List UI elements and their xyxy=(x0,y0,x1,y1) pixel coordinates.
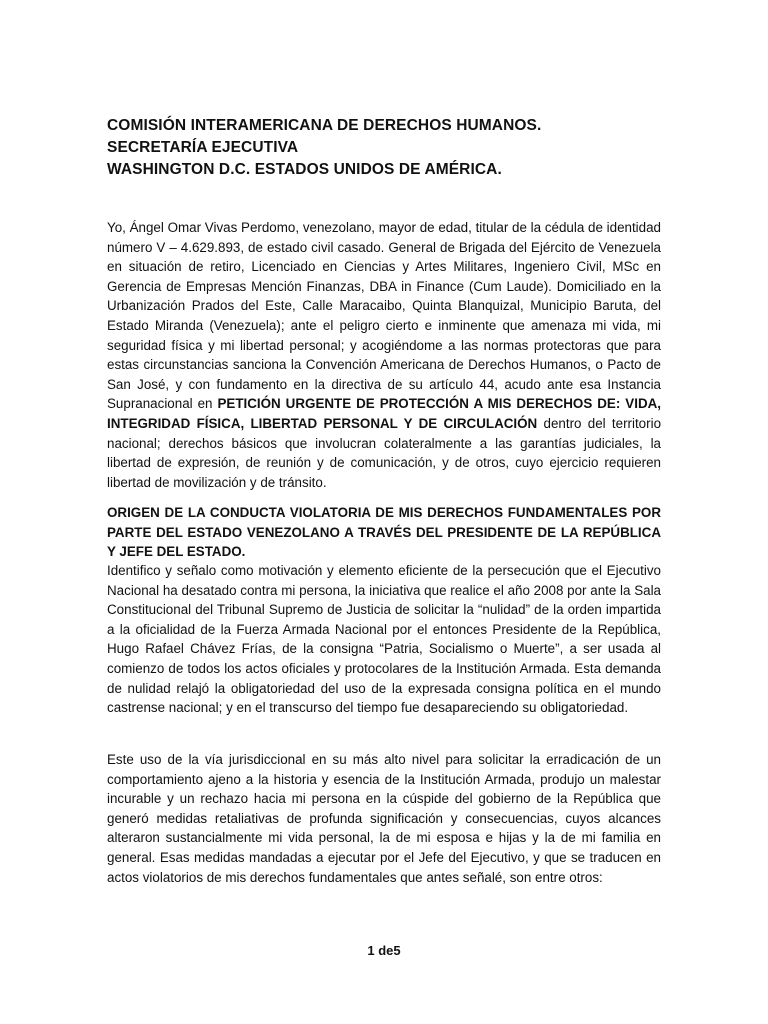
section-title-origin: ORIGEN DE LA CONDUCTA VIOLATORIA DE MIS DERECHOS FUNDAMENTALES POR PARTE DEL ESTADO VENEZOLANO A TRAVÉS DEL PRESIDENTE DE LA REPÚBLICA Y JEFE DEL ESTADO. xyxy=(107,505,661,560)
heading-line-address: WASHINGTON D.C. ESTADOS UNIDOS DE AMÉRICA. xyxy=(107,161,502,178)
page-number: 1 de5 xyxy=(367,943,401,958)
paragraph-intro-text-b: dentro del territorio nacional; derechos básicos que involucran colateralmente a las garantías judiciales, la libertad de expresión, de reunión y de comunicación, y de otros, cuyo ejercicio requieren libertad de movilización y de tránsito. xyxy=(107,415,662,490)
heading-line-secretariat: SECRETARÍA EJECUTIVA xyxy=(107,139,299,156)
paragraph-intro-text-a: Yo, Ángel Omar Vivas Perdomo, venezolano, mayor de edad, titular de la cédula de identidad número V – 4.629.893, de estado civil casado. General de Brigada del Ejército de Venezuela en situación de retiro, Licenciado en Ciencias y Artes Militares, Ingeniero Civil, MSc en Gerencia de Empresas Mención Finanzas, DBA in Finance (Cum Laude). Domiciliado en la Urbanización Prados del Este, Calle Maracaibo, Quinta Blanquizal, Municipio Baruta, del Estado Miranda (Venezuela); ante el peligro cierto e inminente que amenaza mi vida, mi seguridad física y mi libertad personal; y acogiéndome a las normas protectoras que para estas circunstancias sanciona la Convención Americana de Derechos Humanos, o Pacto de San José, y con fundamento en la directiva de su artículo 44, acudo ante esa Instancia Supranacional en xyxy=(107,220,661,412)
paragraph-introduction xyxy=(107,218,661,492)
paragraph-consequences: Este uso de la vía jurisdiccional en su más alto nivel para solicitar la erradicación de un comportamiento ajeno a la historia y esencia de la Institución Armada, produjo un malestar incurable y un rechazo hacia mi persona en la cúspide del gobierno de la República que generó medidas retaliativas de profunda significación y consecuencias, cuyos alcances alteraron sustancialmente mi vida personal, la de mi esposa e hijas y la de mi familia en general. Esas medidas mandadas a ejecutar por el Jefe del Ejecutivo, y que se traducen en actos violatorios de mis derechos fundamentales que antes señalé, son entre otros: xyxy=(107,752,661,885)
heading-line-commission: COMISIÓN INTERAMERICANA DE DERECHOS HUMANOS. xyxy=(107,117,542,134)
paragraph-intro-petition-bold: PETICIÓN URGENTE DE PROTECCIÓN A MIS DERECHOS DE: VIDA, INTEGRIDAD FÍSICA, LIBERTAD PERSONAL Y DE CIRCULACIÓN xyxy=(107,396,662,431)
paragraph-motivation: Identifico y señalo como motivación y elemento eficiente de la persecución que el Ejecutivo Nacional ha desatado contra mi persona, la iniciativa que realice el año 2008 por ante la Sala Constitucional del Tribunal Supremo de Justicia de solicitar la “nulidad” de la orden impartida a la oficialidad de la Fuerza Armada Nacional por el entonces Presidente de la República, Hugo Rafael Chávez Frías, de la consigna “Patria, Socialismo o Muerte”, a ser usada al comienzo de todos los actos oficiales y protocolares de la Institución Armada. Esta demanda de nulidad relajó la obligatoriedad del uso de la expresada consigna política en el mundo castrense nacional; y en el transcurso del tiempo fue desapareciendo su obligatoriedad. xyxy=(107,563,661,716)
document-heading xyxy=(107,115,667,181)
